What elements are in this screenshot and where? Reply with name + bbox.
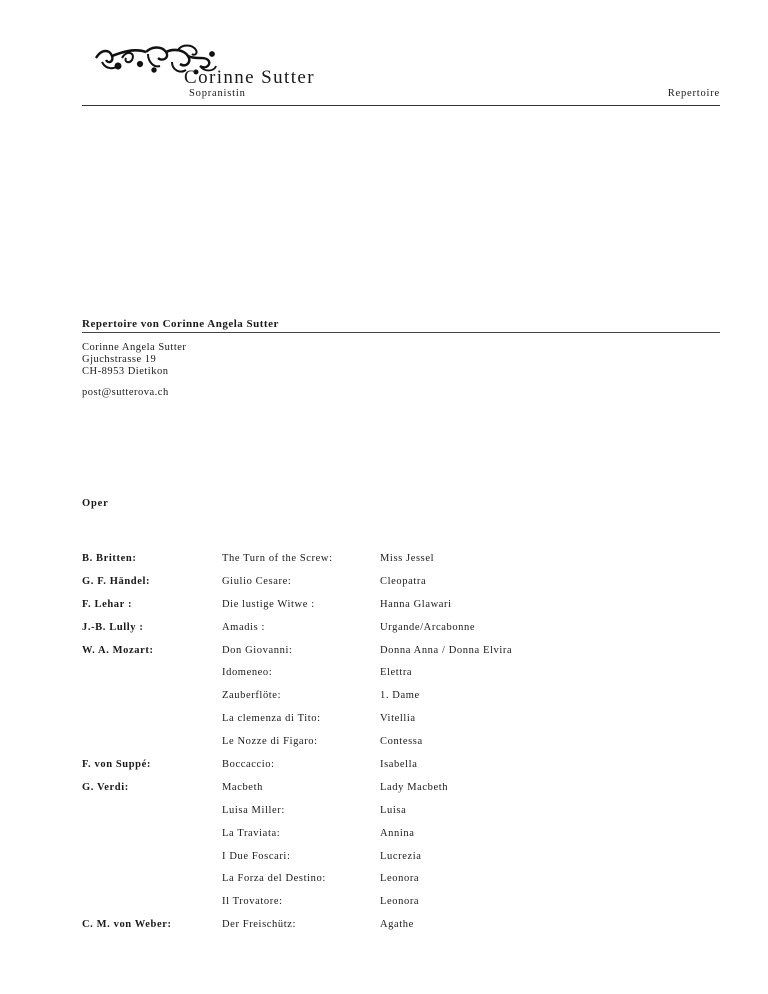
role-name: Leonora: [380, 873, 420, 885]
repertoire-row: [82, 622, 722, 645]
role-name: Donna Anna / Donna Elvira: [380, 644, 513, 656]
repertoire-row: [82, 713, 722, 736]
role-name: 1. Dame: [380, 690, 420, 702]
repertoire-row: [82, 690, 722, 713]
work-title: Giulio Cesare:: [222, 575, 292, 587]
repertoire-row: [82, 645, 722, 668]
repertoire-row: [82, 667, 722, 690]
composer-name: B. Britten:: [82, 553, 137, 564]
work-title: I Due Foscari:: [222, 850, 291, 862]
composer-name: W. A. Mozart:: [82, 644, 154, 656]
repertoire-row: [82, 873, 722, 896]
role-name: Isabella: [380, 759, 418, 771]
repertoire-row: [82, 576, 722, 599]
address-line: Corinne Angela Sutter: [82, 342, 187, 353]
repertoire-row: [82, 805, 722, 828]
composer-name: F. von Suppé:: [82, 759, 151, 771]
title-divider: [82, 332, 720, 333]
work-title: Don Giovanni:: [222, 644, 293, 656]
role-name: Lucrezia: [380, 850, 422, 862]
work-title: Le Nozze di Figaro:: [222, 736, 318, 748]
work-title: Zauberflöte:: [222, 690, 282, 702]
work-title: Idomeneo:: [222, 667, 273, 679]
role-name: Luisa: [380, 804, 407, 816]
brand-subtitle: Sopranistin: [189, 88, 246, 99]
role-name: Agathe: [380, 919, 414, 931]
composer-name: F. Lehar :: [82, 598, 133, 610]
repertoire-row: [82, 851, 722, 874]
work-title: Die lustige Witwe :: [222, 598, 315, 610]
repertoire-row: [82, 896, 722, 919]
work-title: Amadis :: [222, 621, 266, 633]
work-title: La clemenza di Tito:: [222, 713, 321, 725]
work-title: La Traviata:: [222, 827, 281, 839]
address-block: [82, 342, 186, 378]
composer-name: G. Verdi:: [82, 781, 129, 793]
address-line: CH-8953 Dietikon: [82, 366, 169, 377]
repertoire-row: [82, 759, 722, 782]
role-name: Elettra: [380, 667, 413, 679]
work-title: Luisa Miller:: [222, 804, 285, 816]
repertoire-row: [82, 736, 722, 759]
section-title: Oper: [82, 498, 109, 509]
repertoire-row: [82, 782, 722, 805]
role-name: Contessa: [380, 736, 423, 748]
address-line: Gjuchstrasse 19: [82, 354, 157, 365]
email-address: post@sutterova.ch: [82, 387, 169, 398]
role-name: Vitellia: [380, 713, 416, 725]
work-title: La Forza del Destino:: [222, 873, 326, 885]
work-title: Der Freischütz:: [222, 919, 297, 931]
role-name: Lady Macbeth: [380, 781, 449, 793]
composer-name: C. M. von Weber:: [82, 919, 172, 931]
role-name: Hanna Glawari: [380, 598, 452, 610]
repertoire-row: [82, 828, 722, 851]
work-title: Boccaccio:: [222, 759, 275, 771]
work-title: Macbeth: [222, 781, 263, 793]
header-section-label: Repertoire: [667, 88, 720, 99]
document-title: Repertoire von Corinne Angela Sutter: [82, 318, 279, 330]
work-title: Il Trovatore:: [222, 896, 283, 908]
composer-name: J.-B. Lully :: [82, 621, 144, 633]
brand-name: Corinne Sutter: [184, 67, 315, 88]
role-name: Cleopatra: [380, 575, 427, 587]
role-name: Annina: [380, 827, 415, 839]
role-name: Leonora: [380, 896, 420, 908]
repertoire-row: [82, 919, 722, 942]
repertoire-list: [82, 553, 722, 942]
header-divider: [82, 105, 720, 106]
work-title: The Turn of the Screw:: [222, 553, 333, 564]
role-name: Urgande/Arcabonne: [380, 621, 476, 633]
composer-name: G. F. Händel:: [82, 575, 151, 587]
repertoire-row: [82, 599, 722, 622]
repertoire-row: [82, 553, 722, 576]
role-name: Miss Jessel: [380, 553, 435, 564]
